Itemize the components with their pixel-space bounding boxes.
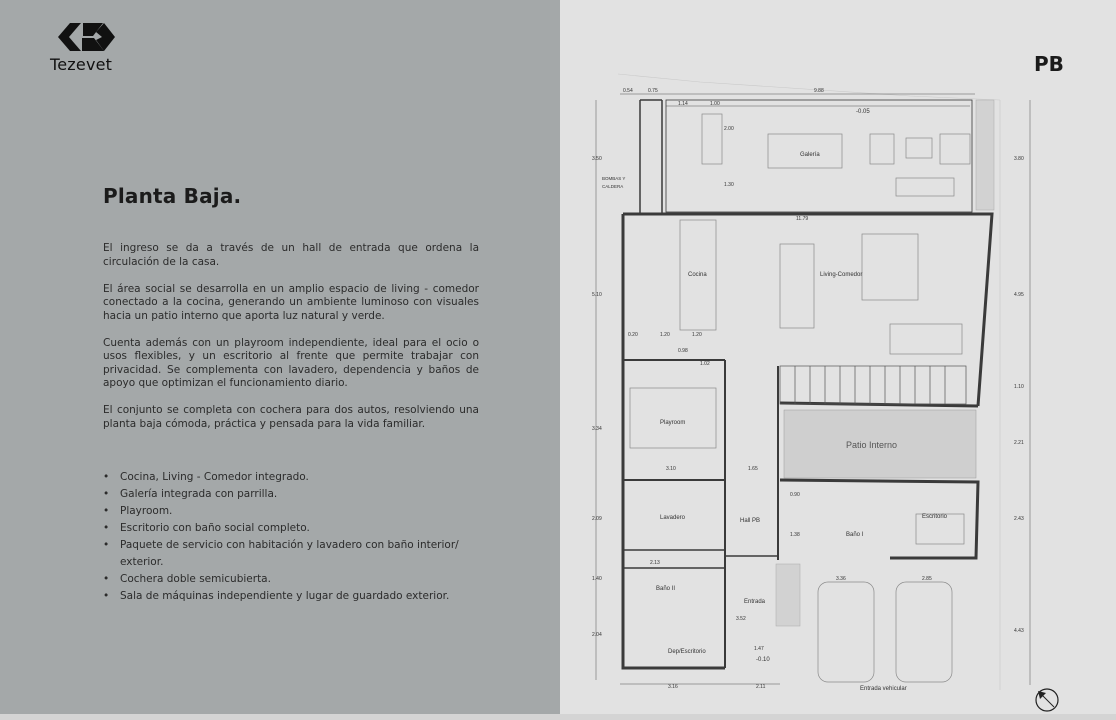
paragraph: El área social se desarrolla en un amplio espacio de living - comedor conectado a la cocina, generando un ambiente luminoso con visuales hacia un patio interno que aporta luz natural y verde. bbox=[103, 282, 479, 322]
level-mark: -0.05 bbox=[856, 109, 870, 115]
paragraph: El ingreso se da a través de un hall de entrada que ordena la circulación de la casa. bbox=[103, 242, 479, 268]
dim-label: 2.43 bbox=[1014, 516, 1024, 522]
north-arrow-icon bbox=[1036, 689, 1058, 711]
dim-label: 1.00 bbox=[710, 101, 720, 107]
floor-plan bbox=[580, 70, 1100, 716]
dim-label: 0.75 bbox=[648, 88, 658, 94]
brand-logo bbox=[50, 20, 126, 74]
tezevet-logo-icon bbox=[58, 20, 116, 54]
room-label-caldera: CALDERA bbox=[602, 184, 624, 189]
dim-label: 3.80 bbox=[1014, 156, 1024, 162]
paragraph: El conjunto se completa con cochera para dos autos, resolviendo una planta baja cómoda, práctica y pensada para la vida familiar. bbox=[103, 404, 479, 430]
dim-label: 2.85 bbox=[922, 576, 932, 582]
dim-label: 3.52 bbox=[736, 616, 746, 622]
dim-label: 0.20 bbox=[628, 332, 638, 338]
room-label-bombas: BOMBAS Y bbox=[602, 176, 626, 181]
feature-item: • Cochera doble semicubierta. bbox=[103, 571, 483, 588]
room-label-playroom: Playroom bbox=[660, 420, 686, 426]
feature-item: • Paquete de servicio con habitación y lavadero con baño interior/ exterior. bbox=[103, 537, 483, 571]
room-label-cocina: Cocina bbox=[688, 272, 707, 278]
dim-label: 0.90 bbox=[790, 492, 800, 498]
dim-label: 3.10 bbox=[666, 466, 676, 472]
dim-label: 2.04 bbox=[592, 632, 602, 638]
stairs bbox=[780, 366, 966, 404]
dim-label: 1.20 bbox=[692, 332, 702, 338]
dim-label: 1.65 bbox=[748, 466, 758, 472]
room-label-bano-i: Baño I bbox=[846, 532, 864, 538]
dim-label: 1.40 bbox=[592, 576, 602, 582]
dim-label: 2.09 bbox=[592, 516, 602, 522]
room-label-hall: Hall PB bbox=[740, 518, 761, 524]
dim-label: 4.43 bbox=[1014, 628, 1024, 634]
text-panel bbox=[0, 0, 560, 716]
dim-label: 2.13 bbox=[650, 560, 660, 566]
feature-item: • Sala de máquinas independiente y lugar de guardado exterior. bbox=[103, 588, 483, 605]
garden-strip bbox=[776, 564, 800, 626]
page-title: Planta Baja. bbox=[103, 184, 242, 208]
dim-label: 2.21 bbox=[1014, 440, 1024, 446]
feature-item: • Playroom. bbox=[103, 503, 483, 520]
feature-item: • Escritorio con baño social completo. bbox=[103, 520, 483, 537]
paragraph: Cuenta además con un playroom independiente, ideal para el ocio o usos flexibles, y un escritorio al frente que permite trabajar con privacidad. Se complementa con lavadero, dependencia y baños de apoyo que optimizan el funcionamiento diario. bbox=[103, 336, 479, 389]
dim-label: 1.30 bbox=[724, 182, 734, 188]
description bbox=[103, 242, 479, 445]
dim-label: 3.36 bbox=[836, 576, 846, 582]
room-label-escritorio: Escritorio bbox=[922, 514, 948, 520]
dim-label: 0.98 bbox=[678, 348, 688, 354]
brand-name: Tezevet bbox=[50, 55, 113, 74]
room-label-dep: Dep/Escritorio bbox=[668, 649, 706, 655]
floor-label: PB bbox=[1034, 52, 1064, 76]
dim-label: 1.38 bbox=[790, 532, 800, 538]
plan-background-layer bbox=[618, 74, 1000, 690]
dim-label: 4.95 bbox=[1014, 292, 1024, 298]
dim-label: 2.00 bbox=[724, 126, 734, 132]
feature-item: • Galería integrada con parrilla. bbox=[103, 486, 483, 503]
exterior-walls bbox=[623, 100, 992, 668]
dim-label: 1.02 bbox=[700, 361, 710, 367]
feature-item: • Cocina, Living - Comedor integrado. bbox=[103, 469, 483, 486]
garden-strip bbox=[976, 100, 994, 210]
dim-label: 9.88 bbox=[814, 88, 824, 94]
dim-label: 2.11 bbox=[756, 684, 766, 690]
feature-list bbox=[103, 469, 483, 605]
dim-label: 3.34 bbox=[592, 426, 602, 432]
dim-label: 1.20 bbox=[660, 332, 670, 338]
room-label-living: Living-Comedor bbox=[820, 272, 863, 278]
room-label-entrada-vehicular: Entrada vehicular bbox=[860, 686, 907, 692]
dim-label: 3.50 bbox=[592, 156, 602, 162]
dim-label: 1.14 bbox=[678, 101, 688, 107]
room-label-bano-ii: Baño II bbox=[656, 586, 676, 592]
room-label-galeria: Galería bbox=[800, 152, 820, 158]
dim-label: 5.10 bbox=[592, 292, 602, 298]
room-label-entrada: Entrada bbox=[744, 599, 766, 605]
dim-label: 0.54 bbox=[623, 88, 633, 94]
dim-label: 3.16 bbox=[668, 684, 678, 690]
dim-label: 1.10 bbox=[1014, 384, 1024, 390]
dimension-lines bbox=[596, 94, 1030, 685]
room-label-patio: Patio Interno bbox=[846, 440, 898, 450]
dimension-labels bbox=[592, 88, 1024, 690]
level-mark: -0.10 bbox=[756, 657, 770, 663]
dim-label: 11.79 bbox=[796, 216, 809, 222]
room-label-lavadero: Lavadero bbox=[660, 515, 686, 521]
dim-label: 1.47 bbox=[754, 646, 764, 652]
